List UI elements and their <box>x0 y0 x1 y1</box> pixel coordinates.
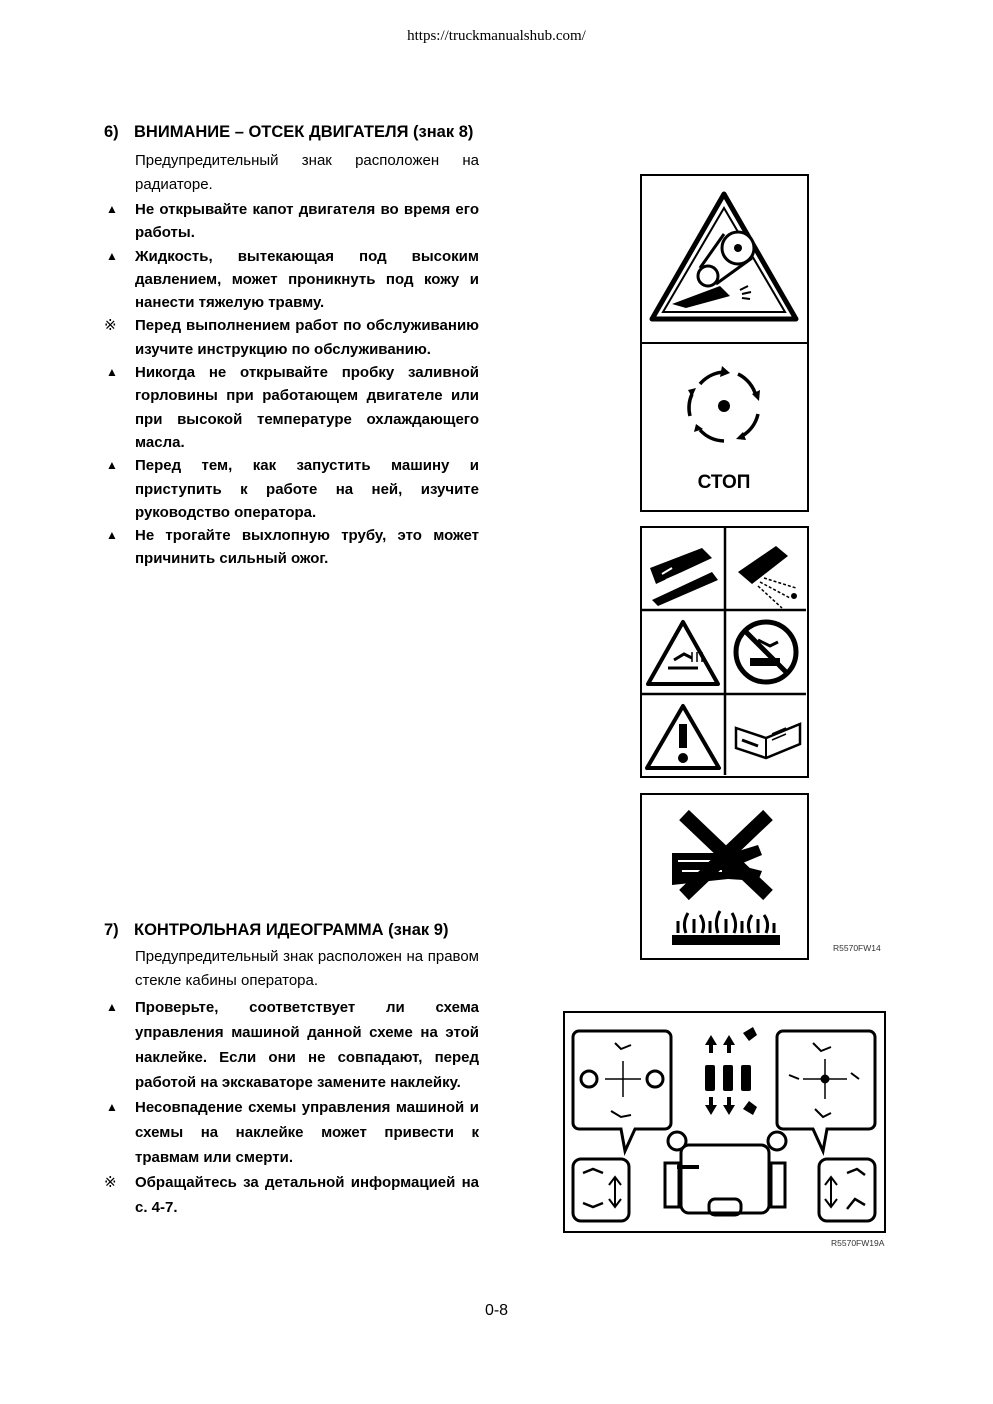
list-item-text: Не открывайте капот двигателя во время его работы. <box>135 201 479 242</box>
control-pattern-decal <box>563 1011 886 1233</box>
figure-2-caption: R5570FW19A <box>831 1238 885 1248</box>
section-7-number: 7) <box>104 921 119 939</box>
hot-exhaust-sign <box>640 793 809 960</box>
list-item-text: Перед выполнением работ по обслуживанию изучите инструкцию по обслуживанию. <box>135 317 479 358</box>
list-item-text: Проверьте, соответствует ли схема управления машиной данной схеме на этой наклейке. Если они не совпадают, перед работой на экскаваторе замените наклейку. <box>135 999 479 1091</box>
pictogram-grid <box>642 528 806 775</box>
page-number: 0-8 <box>484 1302 509 1319</box>
section-7-title <box>104 919 479 942</box>
reference-icon: ※ <box>104 317 117 335</box>
travel-lever-icons <box>705 1027 757 1115</box>
section-7-heading: КОНТРОЛЬНАЯ ИДЕОГРАММА (знак 9) <box>134 921 449 939</box>
section-6-number: 6) <box>104 123 119 141</box>
pictogram-grid-sign <box>640 526 809 778</box>
section-6-heading: ВНИМАНИЕ – ОТСЕК ДВИГАТЕЛЯ (знак 8) <box>134 123 474 141</box>
list-item <box>104 1170 479 1220</box>
reference-icon: ※ <box>104 1174 117 1191</box>
warning-icon: ▲ <box>106 1000 118 1014</box>
list-item-text: Перед тем, как запустить машину и приступить к работе на ней, изучите руководство оператора. <box>135 457 479 521</box>
figure-1-caption: R5570FW14 <box>833 943 881 953</box>
list-item-text: Жидкость, вытекающая под высоким давлением, может проникнуть под кожу и нанести тяжелую травму. <box>135 247 479 312</box>
boom-swing-switch-icon <box>819 1159 875 1221</box>
operator-cab-icon <box>665 1132 786 1215</box>
list-item <box>104 314 479 361</box>
section-6 <box>104 121 479 571</box>
warning-icon: ▲ <box>106 528 118 543</box>
warning-icon: ▲ <box>106 202 118 216</box>
belt-entanglement-icon <box>642 176 806 342</box>
list-item-text: Не трогайте выхлопную трубу, это может причинить сильный ожог. <box>135 527 479 568</box>
list-item <box>104 1095 479 1170</box>
left-joystick-pattern-icon <box>573 1031 671 1151</box>
section-6-title <box>104 121 479 144</box>
list-item-text: Обращайтесь за детальной информацией на с. 4-7. <box>135 1174 479 1216</box>
list-item <box>104 245 479 315</box>
warning-icon: ▲ <box>106 248 118 263</box>
crushed-hand-icon <box>650 548 718 606</box>
warning-icon: ▲ <box>106 458 118 473</box>
list-item <box>104 454 479 524</box>
source-url[interactable]: https://truckmanualshub.com/ <box>407 28 586 44</box>
hot-surface-icon <box>648 622 718 684</box>
section-7 <box>104 919 479 1220</box>
rotating-fan-icon <box>642 344 806 464</box>
right-joystick-pattern-icon <box>777 1031 875 1151</box>
warning-icon: ▲ <box>106 1100 118 1114</box>
warning-icon: ▲ <box>106 365 118 380</box>
section-7-intro: Предупредительный знак расположен на правом стекле кабины оператора. <box>135 948 479 989</box>
travel-speed-switch-icon <box>573 1159 629 1221</box>
manual-book-icon <box>736 724 800 758</box>
list-item <box>104 524 479 571</box>
list-item-text: Несовпадение схемы управления машиной и схемы на наклейке может привести к травмам или смерти. <box>135 1099 479 1166</box>
section-6-intro: Предупредительный знак расположен на радиаторе. <box>135 152 479 193</box>
list-item <box>104 995 479 1095</box>
fan-belt-sign <box>640 174 809 512</box>
no-touch-icon <box>736 622 796 682</box>
no-hand-hot-surface-icon <box>642 795 806 957</box>
control-pattern-diagram <box>565 1013 883 1230</box>
stop-label: СТОП <box>697 472 751 493</box>
list-item <box>104 198 479 245</box>
list-item <box>104 361 479 454</box>
high-pressure-spray-icon <box>738 546 797 608</box>
list-item-text: Никогда не открывайте пробку заливной горловины при работающем двигателе или при высокой температуре охлаждающего масла. <box>135 364 479 451</box>
caution-icon <box>647 706 719 768</box>
